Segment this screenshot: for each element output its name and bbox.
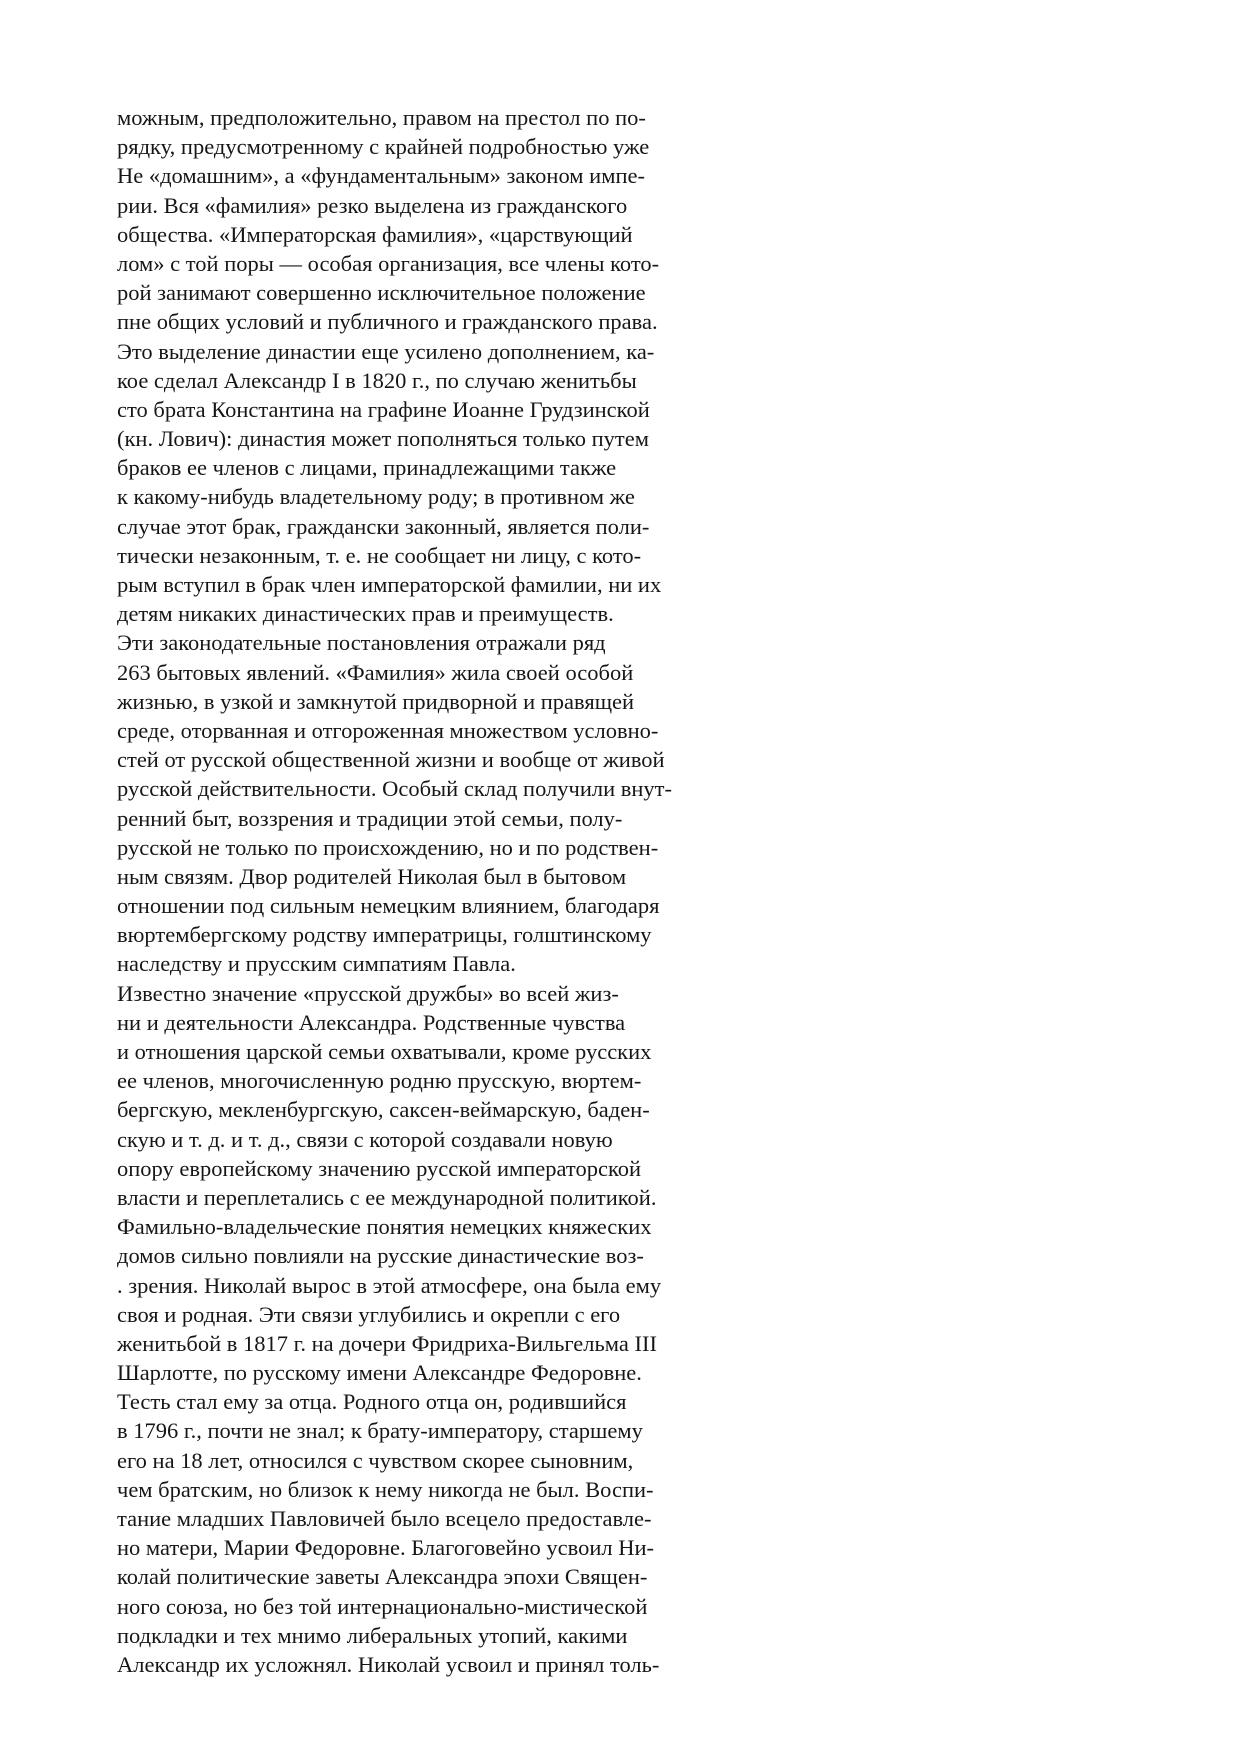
text-line: домов сильно повлияли на русские династические воз- [117, 1243, 644, 1269]
text-line: пне общих условий и публичного и гражданского права. [117, 309, 658, 335]
text-line: тически незаконным, т. е. не сообщает ни лицу, с кото- [117, 542, 642, 568]
text-line: Это выделение династии еще усилено дополнением, ка- [117, 338, 655, 364]
text-line: женитьбой в 1817 г. на дочери Фридриха-Вильгельма III [117, 1330, 657, 1356]
text-line: детям никаких династических прав и преимуществ. [117, 601, 614, 627]
text-line: можным, предположительно, правом на престол по по- [117, 105, 646, 130]
text-line: . зрения. Николай вырос в этой атмосфере, она была ему [117, 1272, 662, 1298]
text-line: русской действительности. Особый склад получили внут- [117, 776, 672, 802]
text-line: его на 18 лет, относился с чувством скорее сыновним, [117, 1447, 634, 1473]
text-line: Фамильно-владельческие понятия немецких княжеских [117, 1214, 652, 1240]
text-line: ее членов, многочисленную родню прусскую, вюртем- [117, 1068, 642, 1094]
text-line: подкладки и тех мнимо либеральных утопий, какими [117, 1622, 628, 1648]
text-line: Тесть стал ему за отца. Родного отца он, родившийся [117, 1389, 627, 1415]
text-line: к какому-нибудь владетельному роду; в противном же [117, 484, 635, 510]
body-text [117, 103, 757, 1679]
text-line: рой занимают совершенно исключительное положение [117, 280, 646, 306]
text-line: скую и т. д. и т. д., связи с которой создавали новую [117, 1126, 613, 1152]
text-line: Эти законодательные постановления отражали ряд [117, 630, 606, 656]
text-line: ни и деятельности Александра. Родственные чувства [117, 1009, 626, 1035]
text-line: рым вступил в брак член императорской фамилии, ни их [117, 572, 662, 597]
text-line: (кн. Лович): династия может пополняться только путем [117, 426, 649, 452]
text-line: Александр их усложнял. Николай усвоил и принял толь- [117, 1651, 660, 1677]
text-line: случае этот брак, граждански законный, является поли- [117, 513, 650, 539]
text-line: бергскую, мекленбургскую, саксен-веймарскую, баден- [117, 1097, 650, 1123]
text-line: Шарлотте, по русскому имени Александре Федоровне. [117, 1360, 642, 1386]
text-line: жизнью, в узкой и замкнутой придворной и правящей [117, 688, 635, 714]
text-line: ренний быт, воззрения и традиции этой семьи, полу- [117, 805, 623, 831]
text-line: ным связям. Двор родителей Николая был в бытовом [117, 863, 627, 889]
text-line: и отношения царской семьи охватывали, кроме русских [117, 1039, 652, 1064]
text-line: Не «домашним», а «фундаментальным» законом импе- [117, 163, 645, 189]
text-line: отношении под сильным немецким влиянием, благодаря [117, 893, 660, 919]
text-line: но матери, Марии Федоровне. Благоговейно усвоил Ни- [117, 1535, 655, 1561]
text-line: сто брата Константина на графине Иоанне Грудзинской [117, 396, 650, 422]
text-line: ного союза, но без той интернационально-мистической [117, 1593, 648, 1619]
text-line: браков ее членов с лицами, принадлежащими также [117, 455, 617, 481]
text-line: стей от русской общественной жизни и вообще от живой [117, 747, 665, 773]
text-line: рядку, предусмотренному с крайней подробностью уже [117, 134, 650, 160]
text-line: среде, оторванная и отгороженная множеством условно- [117, 717, 659, 743]
text-line: колай политические заветы Александра эпохи Священ- [117, 1564, 648, 1590]
text-line: вюртембергскому родству императрицы, голштинскому [117, 922, 652, 948]
text-line: общества. «Императорская фамилия», «царствующий [117, 221, 633, 247]
text-line: кое сделал Александр I в 1820 г., по случаю женитьбы [117, 367, 637, 393]
text-line: опору европейскому значению русской императорской [117, 1155, 642, 1181]
text-line: в 1796 г., почти не знал; к брату-императору, старшему [117, 1418, 643, 1444]
text-line: чем братским, но близок к нему никогда не был. Воспи- [117, 1476, 654, 1502]
text-line: Известно значение «прусской дружбы» во всей жиз- [117, 980, 619, 1006]
text-line: своя и родная. Эти связи углубились и окрепли с его [117, 1301, 621, 1327]
text-line: 263 бытовых явлений. «Фамилия» жила своей особой [117, 659, 634, 685]
text-line: рии. Вся «фамилия» резко выделена из гражданского [117, 192, 628, 218]
text-line: лом» с той поры — особая организация, все члены кото- [117, 250, 660, 276]
text-line: русской не только по происхождению, но и по родствен- [117, 834, 659, 860]
text-line: тание младших Павловичей было всецело предоставле- [117, 1506, 652, 1531]
text-line: наследству и прусским симпатиям Павла. [117, 951, 516, 977]
text-line: власти и переплетались с ее международной политикой. [117, 1184, 657, 1210]
